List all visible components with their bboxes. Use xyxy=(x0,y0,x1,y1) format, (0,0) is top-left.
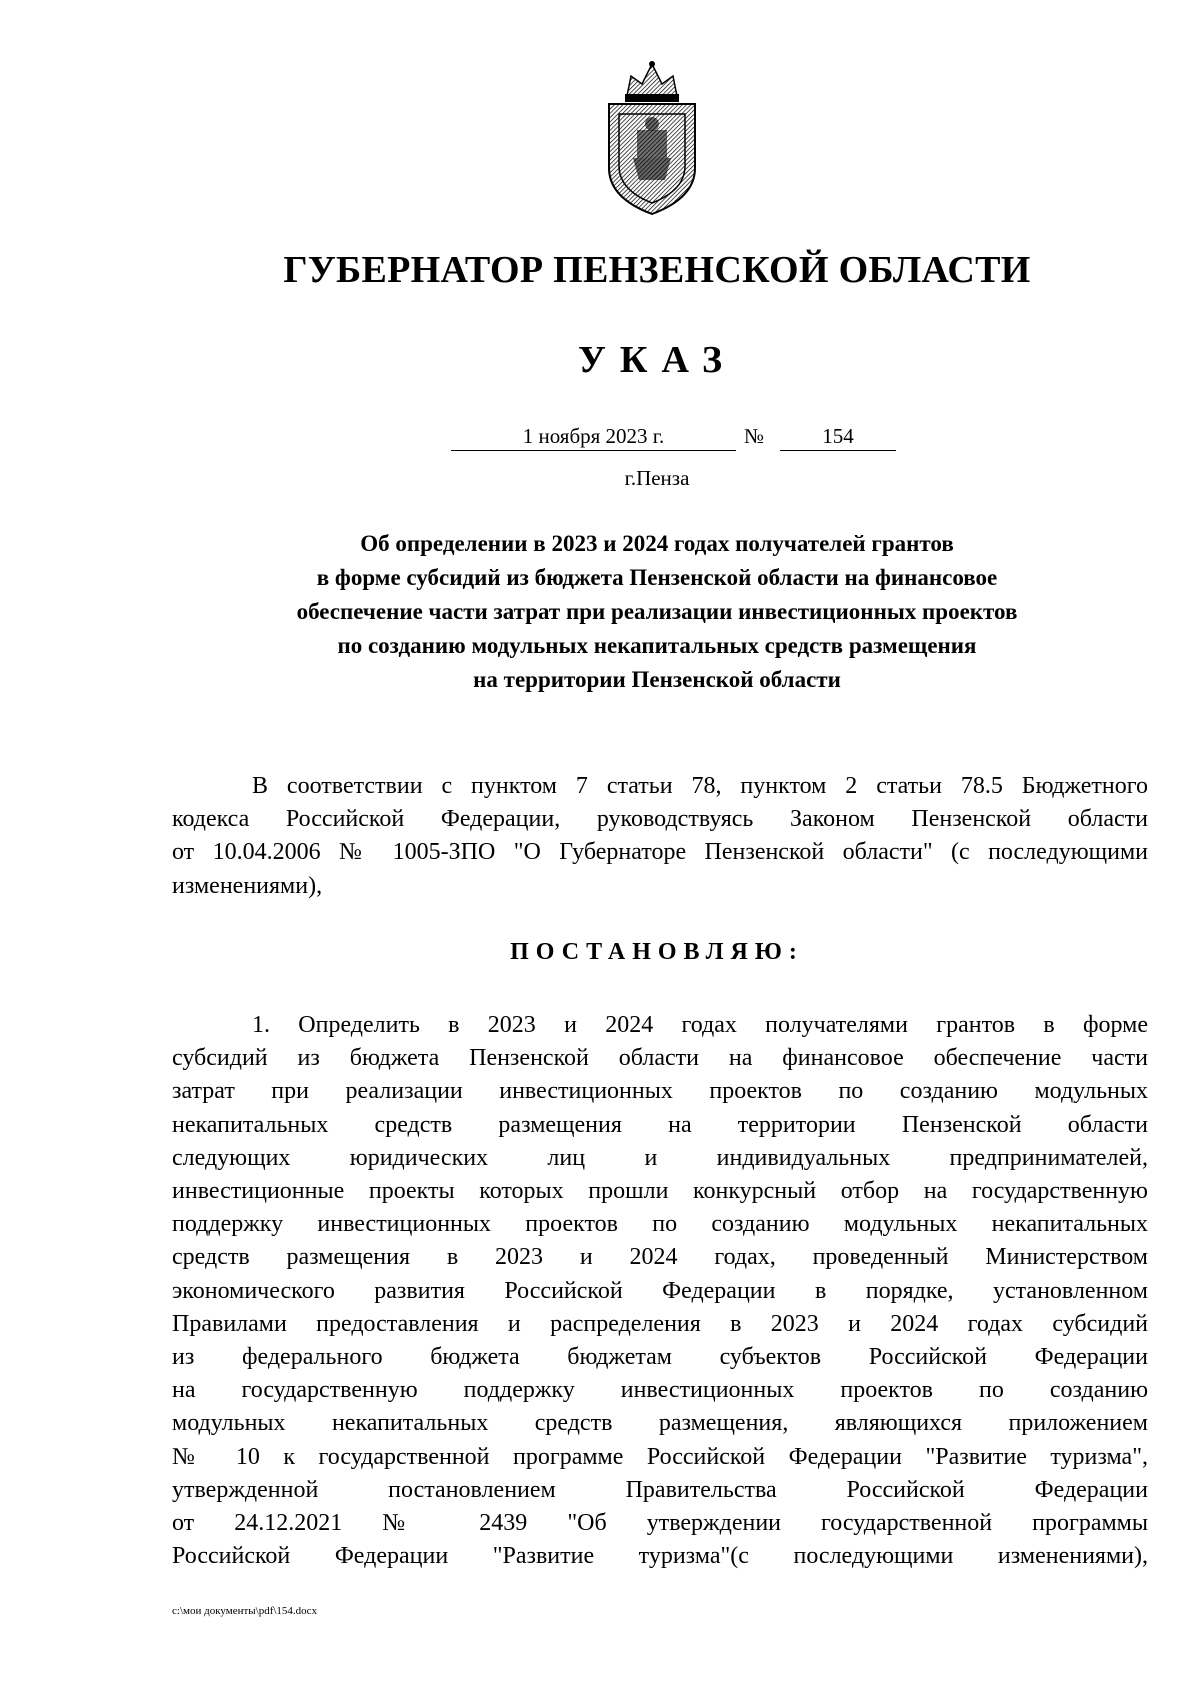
text-line: от 24.12.2021 № 2439 "Об утверждении государственной программы xyxy=(172,1510,1148,1537)
text-line: из федерального бюджета бюджетам субъектов Российской Федерации xyxy=(172,1344,1148,1371)
text-line: некапитальных средств размещения на территории Пензенской области xyxy=(172,1111,1148,1138)
title-line: на территории Пензенской области xyxy=(473,667,841,692)
text-line: поддержку инвестиционных проектов по созданию модульных некапитальных xyxy=(172,1211,1148,1238)
text-line: № 10 к государственной программе Российской Федерации "Развитие туризма", xyxy=(172,1443,1148,1470)
title-line: по созданию модульных некапитальных средств размещения xyxy=(337,633,977,658)
number-label: № xyxy=(744,424,765,448)
coat-of-arms-emblem-icon xyxy=(597,58,707,218)
text-line: инвестиционные проекты которых прошли конкурсный отбор на государственную xyxy=(172,1178,1148,1205)
preamble-paragraph xyxy=(172,770,1148,903)
text-line: субсидий из бюджета Пензенской области на финансовое обеспечение части xyxy=(172,1045,1148,1072)
decree-title xyxy=(150,527,1164,697)
text-line: средств размещения в 2023 и 2024 годах, проведенный Министерством xyxy=(172,1244,1148,1271)
text-line: 1. Определить в 2023 и 2024 годах получателями грантов в форме xyxy=(252,1012,1148,1038)
text-line: В соответствии с пунктом 7 статьи 78, пунктом 2 статьи 78.5 Бюджетного xyxy=(252,773,1148,799)
text-line: кодекса Российской Федерации, руководствуясь Законом Пензенской области xyxy=(172,806,1148,833)
text-line: от 10.04.2006 № 1005-ЗПО "О Губернаторе Пензенской области" (с последующими xyxy=(172,839,1148,866)
title-line: Об определении в 2023 и 2024 годах получателей грантов xyxy=(360,531,954,556)
text-line: экономического развития Российской Федерации в порядке, установленном xyxy=(172,1277,1148,1304)
file-path-footer: c:\мои документы\pdf\154.docx xyxy=(172,1605,318,1617)
city-name: г.Пенза xyxy=(624,466,690,490)
issuer-title: ГУБЕРНАТОР ПЕНЗЕНСКОЙ ОБЛАСТИ xyxy=(283,249,1031,291)
text-line: следующих юридических лиц и индивидуальных предпринимателей, xyxy=(172,1144,1148,1171)
decree-date: 1 ноября 2023 г. xyxy=(451,422,736,451)
decree-word: ПОСТАНОВЛЯЮ: xyxy=(510,939,804,965)
item-1-paragraph xyxy=(172,1009,1148,1573)
title-line: в форме субсидий из бюджета Пензенской области на финансовое xyxy=(316,565,998,590)
text-line: изменениями), xyxy=(172,872,323,899)
title-line: обеспечение части затрат при реализации инвестиционных проектов xyxy=(296,599,1018,624)
text-line: на государственную поддержку инвестиционных проектов по созданию xyxy=(172,1377,1148,1404)
document-type: УКАЗ xyxy=(578,339,736,381)
decree-number: 154 xyxy=(780,422,896,451)
text-line: Российской Федерации "Развитие туризма"(с последующими изменениями), xyxy=(172,1543,1148,1570)
text-line: затрат при реализации инвестиционных проектов по созданию модульных xyxy=(172,1078,1148,1105)
text-line: модульных некапитальных средств размещения, являющихся приложением xyxy=(172,1410,1148,1437)
text-line: утвержденной постановлением Правительства Российской Федерации xyxy=(172,1476,1148,1503)
text-line: Правилами предоставления и распределения в 2023 и 2024 годах субсидий xyxy=(172,1310,1148,1337)
